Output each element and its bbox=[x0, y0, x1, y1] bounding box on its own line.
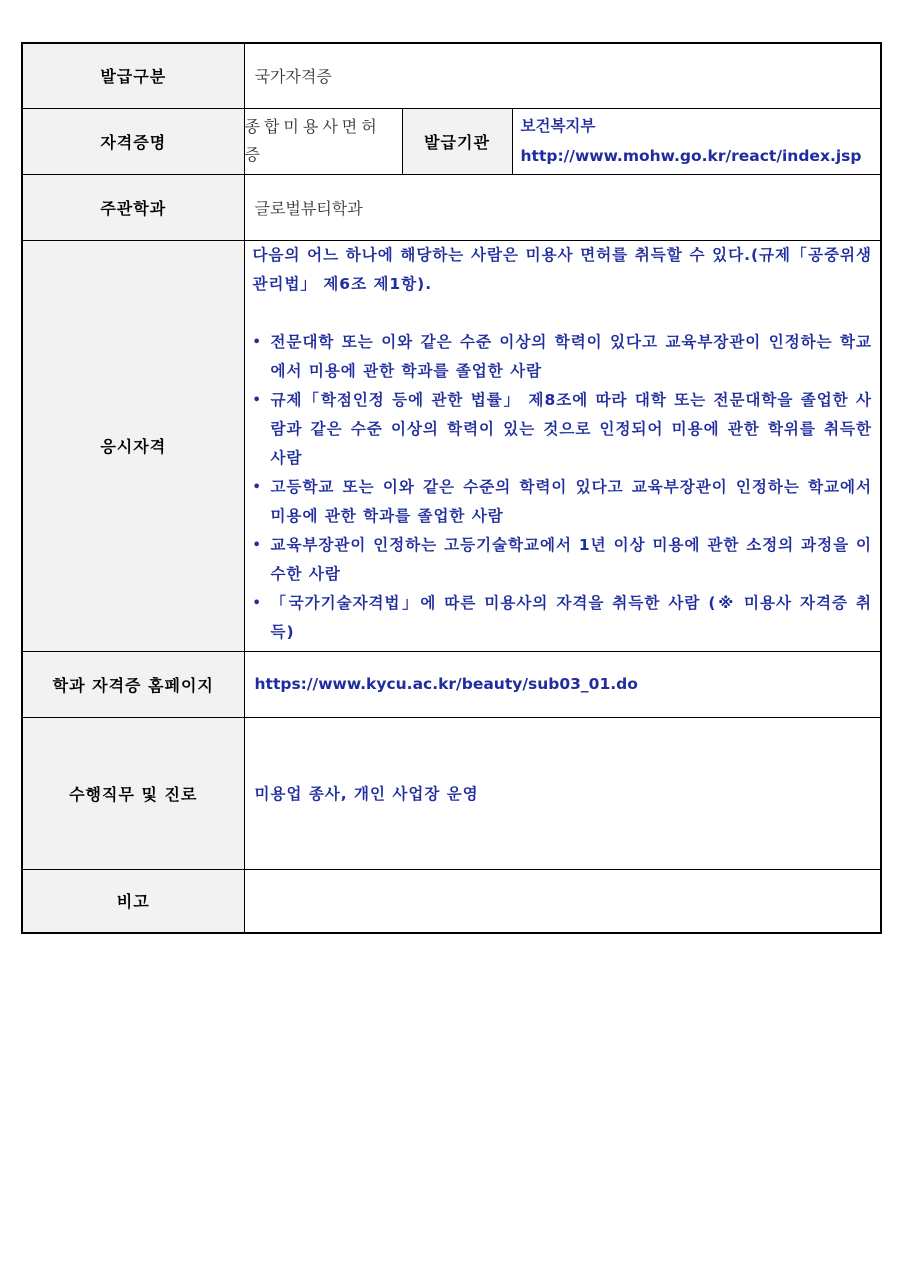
department-value: 글로벌뷰티학과 bbox=[244, 174, 881, 240]
row-career bbox=[22, 717, 881, 869]
cert-name-line-2: 증 bbox=[244, 145, 264, 164]
eligibility-intro: 다음의 어느 하나에 해당하는 사람은 미용사 면허를 취득할 수 있다.(규제「공중위생관리법」 제6조 제1항). bbox=[252, 245, 872, 293]
eligibility-item: • 규제「학점인정 등에 관한 법률」 제8조에 따라 대학 또는 전문대학을 졸업한 사람과 같은 수준 이상의 학력이 있는 것으로 인정되어 미용에 관한 학위를 취득한 사람 bbox=[253, 386, 873, 473]
career-value: 미용업 종사, 개인 사업장 운영 bbox=[244, 717, 881, 869]
note-value bbox=[244, 869, 881, 933]
eligibility-list bbox=[253, 328, 873, 647]
cert-name-line-1: 종합미용사면허 bbox=[244, 117, 381, 136]
cert-name-value bbox=[244, 108, 402, 174]
eligibility-item: • 「국가기술자격법」에 따른 미용사의 자격을 취득한 사람 (※ 미용사 자격증 취득) bbox=[253, 589, 873, 647]
eligibility-item: • 전문대학 또는 이와 같은 수준 이상의 학력이 있다고 교육부장관이 인정하는 학교에서 미용에 관한 학과를 졸업한 사람 bbox=[253, 328, 873, 386]
issuer-value bbox=[512, 108, 881, 174]
cert-name-label: 자격증명 bbox=[22, 108, 244, 174]
homepage-label: 학과 자격증 홈페이지 bbox=[22, 651, 244, 717]
eligibility-spacer bbox=[253, 299, 873, 328]
issuer-name: 보건복지부 bbox=[520, 117, 596, 135]
department-label: 주관학과 bbox=[22, 174, 244, 240]
homepage-link[interactable]: https://www.kycu.ac.kr/beauty/sub03_01.do bbox=[244, 651, 881, 717]
row-issue-type bbox=[22, 43, 881, 108]
eligibility-value bbox=[244, 240, 881, 651]
issue-type-label: 발급구분 bbox=[22, 43, 244, 108]
row-note bbox=[22, 869, 881, 933]
issuer-label: 발급기관 bbox=[402, 108, 512, 174]
eligibility-item: • 교육부장관이 인정하는 고등기술학교에서 1년 이상 미용에 관한 소정의 과정을 이수한 사람 bbox=[253, 531, 873, 589]
row-department bbox=[22, 174, 881, 240]
row-homepage bbox=[22, 651, 881, 717]
career-label: 수행직무 및 진로 bbox=[22, 717, 244, 869]
eligibility-item: • 고등학교 또는 이와 같은 수준의 학력이 있다고 교육부장관이 인정하는 학교에서 미용에 관한 학과를 졸업한 사람 bbox=[253, 473, 873, 531]
certificate-info-table bbox=[21, 42, 882, 934]
issuer-url-link[interactable]: http://www.mohw.go.kr/react/index.jsp bbox=[520, 147, 862, 165]
note-label: 비고 bbox=[22, 869, 244, 933]
issue-type-value: 국가자격증 bbox=[244, 43, 881, 108]
eligibility-label: 응시자격 bbox=[22, 240, 244, 651]
row-eligibility bbox=[22, 240, 881, 651]
row-cert-name bbox=[22, 108, 881, 174]
